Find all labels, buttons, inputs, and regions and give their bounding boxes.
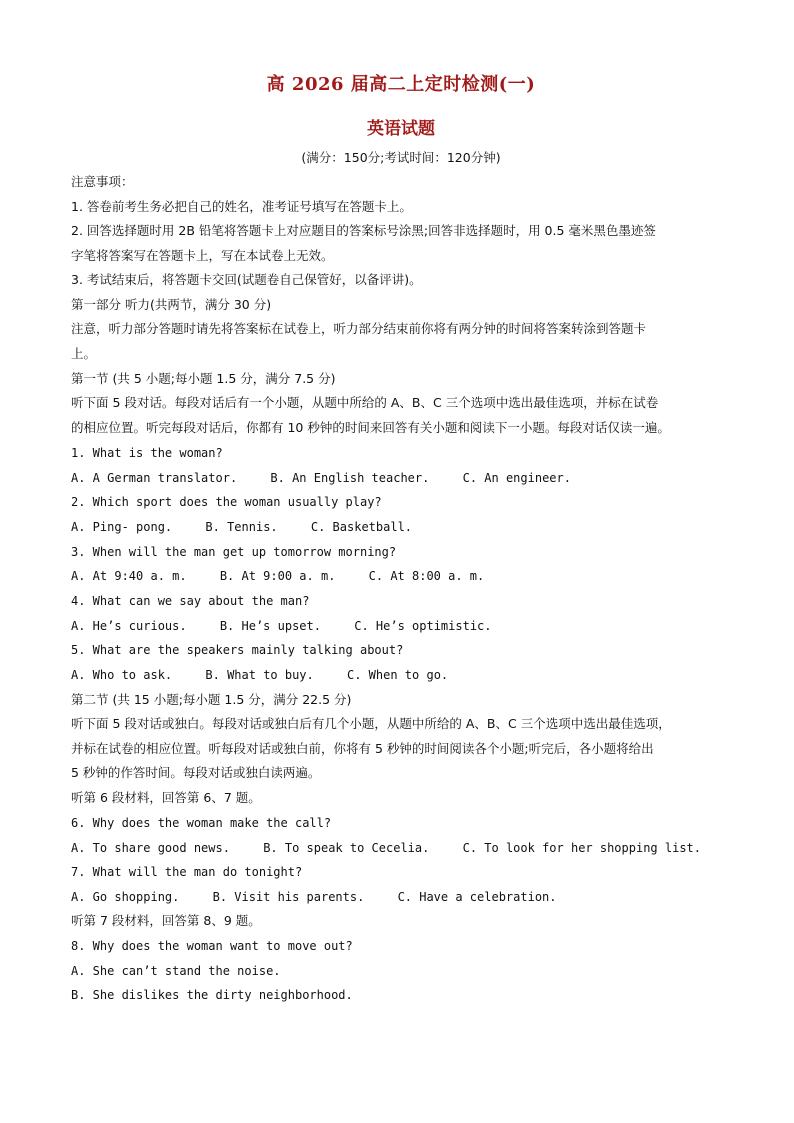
question-6: 6. Why does the woman make the call? xyxy=(71,816,332,830)
exam-title: 高 2026 届高二上定时检测(一) xyxy=(266,74,536,95)
question-6-options xyxy=(71,836,731,861)
option-b: B. Tennis. xyxy=(205,520,278,534)
section2-instruction: 5 秒钟的作答时间。每段对话或独白读两遍。 xyxy=(71,765,321,780)
question-1: 1. What is the woman? xyxy=(71,446,223,460)
option-b: B. At 9:00 a. m. xyxy=(219,569,336,583)
question-1-options xyxy=(71,466,731,491)
question-3-options xyxy=(71,564,731,589)
option-b: B. An English teacher. xyxy=(270,471,430,485)
question-8: 8. Why does the woman want to move out? xyxy=(71,939,353,953)
notes-item: 2. 回答选择题时用 2B 铅笔将答题卡上对应题目的答案标号涂黑;回答非选择题时，用 0.5 毫米黑色墨迹签 xyxy=(71,223,656,238)
notes-heading: 注意事项： xyxy=(71,174,134,189)
question-2-options xyxy=(71,515,731,540)
material-7-heading: 听第 7 段材料，回答第 8、9 题。 xyxy=(71,913,261,928)
section1-instruction: 听下面 5 段对话。每段对话后有一个小题，从题中所给的 A、B、C 三个选项中选出最佳选项，并标在试卷 xyxy=(71,395,659,410)
option-a: A. She can’t stand the noise. xyxy=(71,964,281,978)
part1-instruction: 注意，听力部分答题时请先将答案标在试卷上，听力部分结束前你将有两分钟的时间将答案转涂到答题卡 xyxy=(71,321,647,336)
option-c: C. He’s optimistic. xyxy=(354,619,492,633)
option-c: C. Have a celebration. xyxy=(397,890,557,904)
section1-heading: 第一节 (共 5 小题;每小题 1.5 分，满分 7.5 分) xyxy=(71,371,336,386)
option-b: B. He’s upset. xyxy=(219,619,321,633)
option-a: A. Go shopping. xyxy=(71,890,180,904)
option-b: B. What to buy. xyxy=(205,668,314,682)
option-c: C. At 8:00 a. m. xyxy=(368,569,485,583)
section2-heading: 第二节 (共 15 小题;每小题 1.5 分，满分 22.5 分) xyxy=(71,692,352,707)
question-3: 3. When will the man get up tomorrow morning? xyxy=(71,545,397,559)
part1-instruction: 上。 xyxy=(71,346,97,361)
section2-instruction: 听下面 5 段对话或独白。每段对话或独白后有几个小题，从题中所给的 A、B、C 三个选项中选出最佳选项， xyxy=(71,716,671,731)
section2-instruction: 并标在试卷的相应位置。听每段对话或独白前，你将有 5 秒钟的时间阅读各个小题;听完后，各小题将给出 xyxy=(71,741,654,756)
option-c: C. When to go. xyxy=(347,668,449,682)
option-a: A. To share good news. xyxy=(71,841,230,855)
option-c: C. An engineer. xyxy=(462,471,571,485)
question-5-options xyxy=(71,663,731,688)
option-b: B. She dislikes the dirty neighborhood. xyxy=(71,988,353,1002)
option-a: A. Who to ask. xyxy=(71,668,173,682)
option-c: C. Basketball. xyxy=(310,520,413,534)
question-5: 5. What are the speakers mainly talking about? xyxy=(71,643,404,657)
question-4: 4. What can we say about the man? xyxy=(71,594,310,608)
question-7-options xyxy=(71,885,731,910)
notes-item: 3. 考试结束后，将答题卡交回(试题卷自己保管好，以备评讲)。 xyxy=(71,272,422,287)
exam-info: (满分：150分;考试时间：120分钟) xyxy=(301,150,501,165)
option-a: A. He’s curious. xyxy=(71,619,187,633)
material-6-heading: 听第 6 段材料，回答第 6、7 题。 xyxy=(71,790,261,805)
option-b: B. Visit his parents. xyxy=(212,890,365,904)
question-4-options xyxy=(71,614,731,639)
section1-instruction: 的相应位置。听完每段对话后，你都有 10 秒钟的时间来回答有关小题和阅读下一小题。每段对话仅读一遍。 xyxy=(71,420,670,435)
question-7: 7. What will the man do tonight? xyxy=(71,865,303,879)
option-a: A. A German translator. xyxy=(71,471,238,485)
option-c: C. To look for her shopping list. xyxy=(462,841,702,855)
option-b: B. To speak to Cecelia. xyxy=(263,841,430,855)
notes-item: 字笔将答案写在答题卡上，写在本试卷上无效。 xyxy=(71,248,334,263)
question-2: 2. Which sport does the woman usually play? xyxy=(71,495,382,509)
notes-item: 1. 答卷前考生务必把自己的姓名，准考证号填写在答题卡上。 xyxy=(71,199,412,214)
option-a: A. At 9:40 a. m. xyxy=(71,569,187,583)
part1-heading: 第一部分 听力(共两节，满分 30 分) xyxy=(71,297,272,312)
subject-title: 英语试题 xyxy=(367,119,435,139)
option-a: A. Ping- pong. xyxy=(71,520,173,534)
